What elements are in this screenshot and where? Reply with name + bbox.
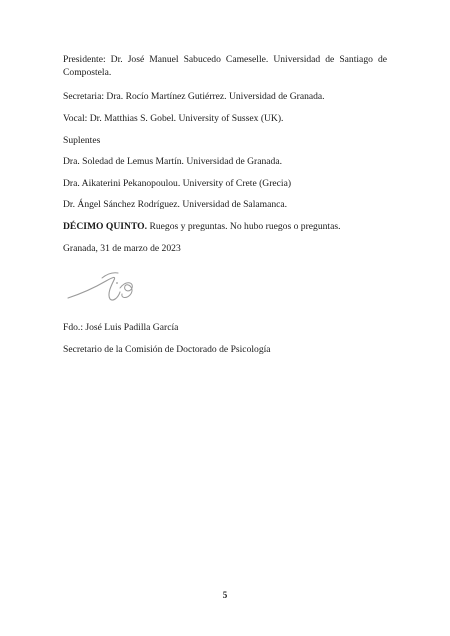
signatory-name: Fdo.: José Luis Padilla García	[63, 322, 179, 333]
tribunal-secretaria: Secretaria: Dra. Rocío Martínez Gutiérrez. Universidad de Granada.	[63, 91, 325, 102]
tribunal-vocal: Vocal: Dr. Matthias S. Gobel. University of Sussex (UK).	[63, 113, 284, 124]
suplente-2: Dra. Aikaterini Pekanopoulou. University of Crete (Grecia)	[63, 178, 292, 189]
suplente-1: Dra. Soledad de Lemus Martín. Universidad de Granada.	[63, 156, 282, 167]
suplente-3: Dr. Ángel Sánchez Rodríguez. Universidad de Salamanca.	[63, 199, 288, 210]
page-number: 5	[222, 590, 228, 600]
item-decimo-quinto-text: Ruegos y preguntas. No hubo ruegos o preguntas.	[147, 221, 341, 232]
handwritten-signature	[66, 268, 138, 304]
item-decimo-quinto-heading: DÉCIMO QUINTO.	[63, 221, 148, 232]
signatory-role: Secretario de la Comisión de Doctorado de Psicología	[63, 344, 271, 355]
place-date: Granada, 31 de marzo de 2023	[63, 243, 181, 254]
suplentes-heading: Suplentes	[63, 135, 101, 146]
item-decimo-quinto	[63, 220, 387, 233]
tribunal-presidente: Presidente: Dr. José Manuel Sabucedo Cameselle. Universidad de Santiago de Compostela.	[63, 54, 387, 78]
